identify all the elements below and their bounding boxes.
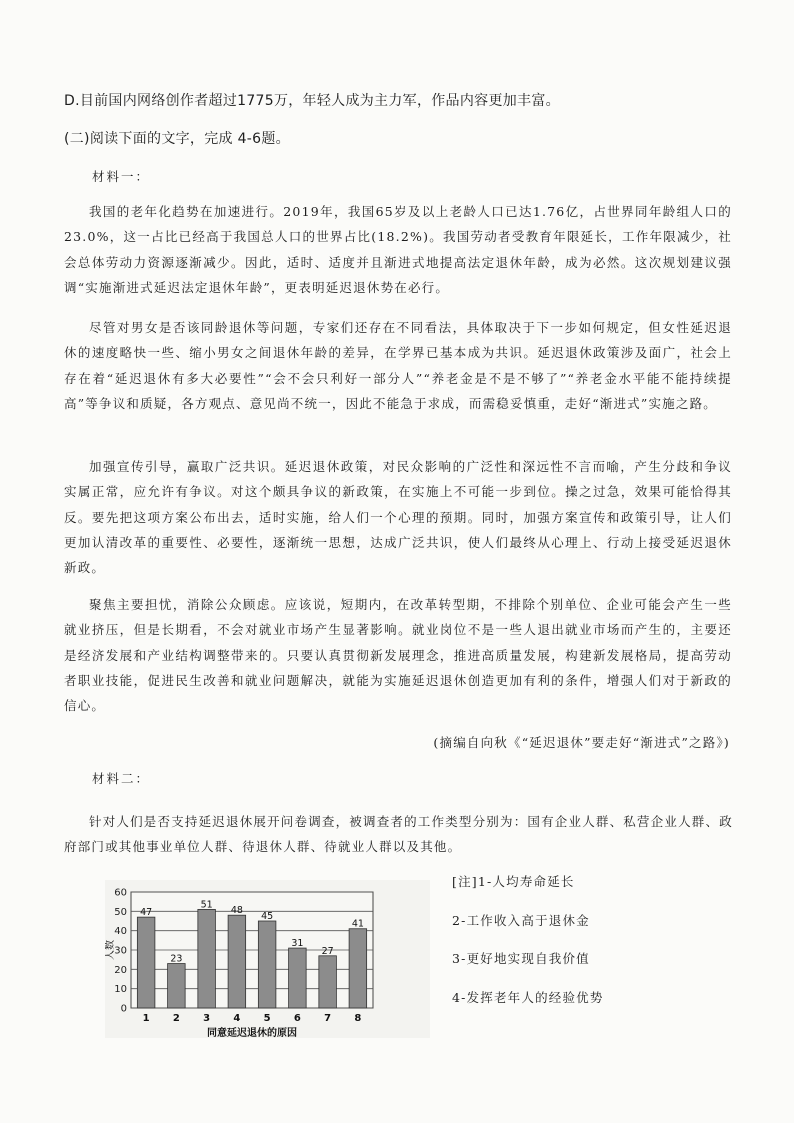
material1-source: (摘编自向秋《“延迟退休”要走好“渐进式”之路》) — [433, 735, 730, 750]
material2-intro: 针对人们是否支持延迟退休展开问卷调查，被调查者的工作类型分别为：国有企业人群、私营企业人群、政府部门或其他事业单位人群、待退休人群、待就业人群以及其他。 — [64, 814, 733, 855]
x-tick-label: 6 — [293, 1013, 301, 1024]
x-tick-label: 2 — [172, 1013, 180, 1024]
material1-paragraph-1: 我国的老年化趋势在加速进行。2019年，我国65岁及以上老龄人口已达1.76亿，占世界同年龄组人口的23.0%，这一占比已经高于我国总人口的世界占比(18.2%)。我国劳动者受教育年限延长，工作年限减少，社会总体劳动力资源逐渐减少。因此，适时、适度并且渐进式地提高法定退休年龄，成为必然。这次规划建议强调“实施渐进式延迟法定退休年龄”，更表明延迟退休势在必行。 — [64, 204, 732, 295]
data-label: 45 — [261, 911, 274, 922]
data-label: 31 — [291, 938, 304, 950]
note-4: 4-发挥老年人的经验优势 — [452, 989, 604, 1005]
y-tick-label: 30 — [114, 945, 127, 957]
material1-label: 材料一： — [92, 169, 151, 184]
note-2: 2-工作收入高于退休金 — [452, 912, 590, 928]
y-tick-label: 40 — [114, 926, 127, 938]
x-tick-label: 4 — [233, 1013, 241, 1024]
bar — [137, 917, 155, 1008]
bar-chart — [105, 880, 430, 1038]
y-tick-label: 20 — [114, 964, 127, 976]
bar — [168, 964, 186, 1008]
data-label: 47 — [140, 907, 153, 919]
y-tick-label: 60 — [114, 887, 127, 899]
x-axis-title: 同意延迟退休的原因 — [207, 1028, 297, 1038]
material2-label: 材料二： — [92, 771, 151, 786]
material1-paragraph-3: 加强宣传引导，赢取广泛共识。延迟退休政策，对民众影响的广泛性和深远性不言而喻，产生分歧和争议实属正常，应允许有争议。对这个颇具争议的新政策，在实施上不可能一步到位。操之过急，效果可能恰得其反。要先把这项方案公布出去，适时实施，给人们一个心理的预期。同时，加强方案宣传和政策引导，让人们更加认清改革的重要性、必要性，逐渐统一思想，达成广泛共识，使人们最终从心理上、行动上接受延迟退休新政。 — [64, 459, 732, 576]
material1-paragraph-4: 聚焦主要担忧，消除公众顾虑。应该说，短期内，在改革转型期，不排除个别单位、企业可能会产生一些就业挤压，但是长期看，不会对就业市场产生显著影响。就业岗位不是一些人退出就业市场而产生的，主要还是经济发展和产业结构调整带来的。只要认真贯彻新发展理念，推进高质量发展，构建新发展格局，提高劳动者职业技能，促进民生改善和就业问题解决，就能为实施延迟退休创造更加有利的条件，增强人们对于新政的信心。 — [64, 597, 732, 714]
data-label: 48 — [230, 905, 243, 917]
bar — [258, 921, 276, 1008]
bar — [349, 929, 367, 1008]
y-tick-label: 50 — [114, 906, 127, 918]
x-tick-label: 1 — [142, 1013, 150, 1024]
x-tick-label: 3 — [203, 1013, 211, 1024]
note-3: 3-更好地实现自我价值 — [452, 951, 590, 966]
data-label: 23 — [170, 953, 183, 965]
bar — [228, 915, 246, 1008]
bar — [289, 948, 307, 1008]
bar-chart-svg — [105, 880, 430, 1038]
section-heading: (二)阅读下面的文字，完成 4-6题。 — [64, 131, 290, 147]
chart-notes — [452, 869, 604, 1023]
bar — [198, 909, 216, 1008]
option-d-text: D.目前国内网络创作者超过1775万，年轻人成为主力军，作品内容更加丰富。 — [64, 93, 560, 109]
data-label: 41 — [351, 918, 364, 930]
x-tick-label: 7 — [324, 1013, 332, 1024]
y-tick-label: 0 — [120, 1003, 127, 1015]
y-axis-title: 人数 — [105, 940, 116, 960]
data-label: 27 — [321, 945, 334, 957]
material1-paragraph-2: 尽管对男女是否该同龄退休等问题，专家们还存在不同看法，具体取决于下一步如何规定，但女性延迟退休的速度略快一些、缩小男女之间退休年龄的差异，在学界已基本成为共识。延迟退休政策涉及面广，社会上存在着“延迟退休有多大必要性”“会不会只利好一部分人”“养老金是不是不够了”“养老金水平能不能持续提高”等争议和质疑，各方观点、意见尚不统一，因此不能急于求成，而需稳妥慎重，走好“渐进式”实施之路。 — [64, 320, 732, 411]
data-label: 51 — [200, 899, 213, 911]
x-tick-label: 8 — [354, 1013, 362, 1024]
note-1: [注]1-人均寿命延长 — [452, 874, 575, 889]
bar — [319, 956, 337, 1008]
x-tick-label: 5 — [263, 1013, 271, 1024]
y-tick-label: 10 — [114, 984, 127, 996]
